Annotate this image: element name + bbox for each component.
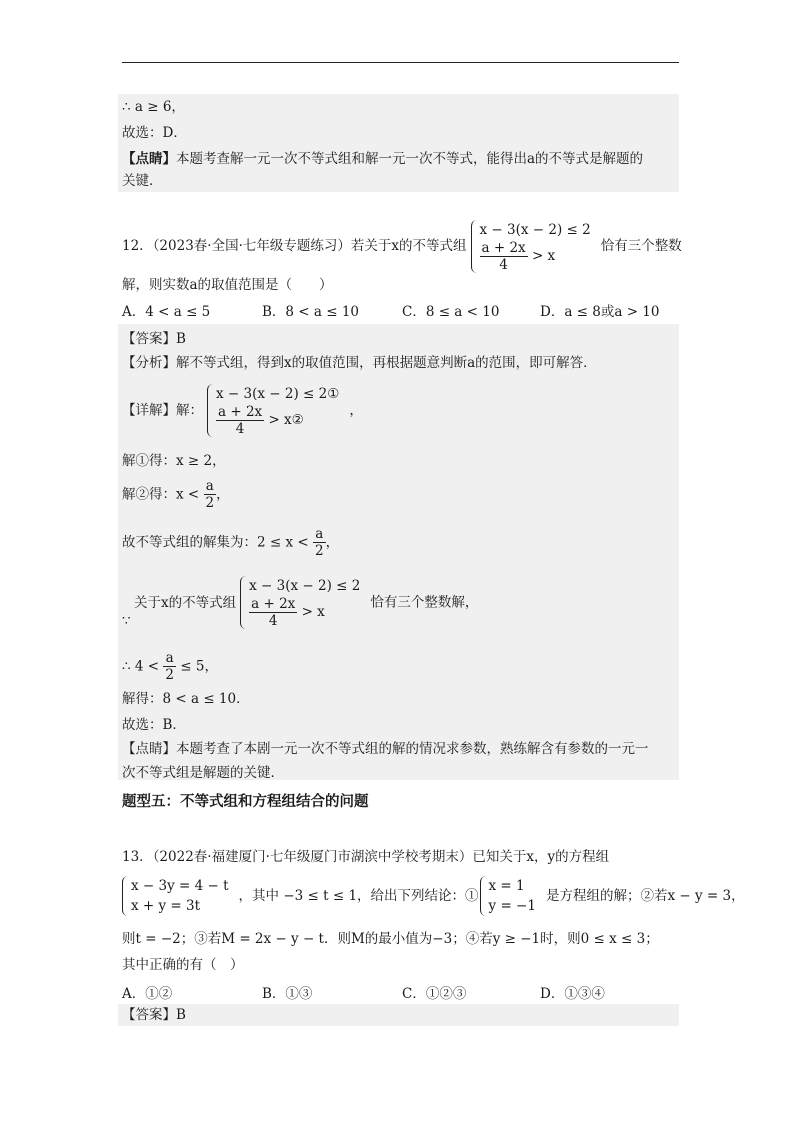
q12-option-b: B．8 < a ≤ 10 — [262, 304, 360, 320]
q12-result: 解得：8 < a ≤ 10． — [122, 691, 250, 707]
q13-sol-row1: x = 1 — [488, 878, 525, 894]
q12-detail-system — [207, 384, 345, 437]
q12-source: （2023春·全国·七年级专题练习）若关于x的不等式组 — [152, 238, 467, 254]
review-tag: 【点睛】 — [122, 741, 176, 757]
q13-stem-line4: 其中正确的有（ ） — [122, 957, 244, 973]
frac-den: 2 — [315, 543, 324, 559]
q12-review-line1 — [122, 740, 649, 758]
q12-inequality-system — [471, 220, 597, 273]
detail-lead: 解： — [176, 402, 203, 419]
q12-option-a: A．4 < a ≤ 5 — [122, 304, 211, 320]
detail-sys-row2 — [216, 404, 339, 437]
because-sys-row2 — [249, 596, 360, 629]
q13-source: （2022春·福建厦门·七年级厦门市湖滨中学校考期末）已知关于x，y的方程组 — [152, 849, 610, 865]
set-lead: 故不等式组的解集为：2 ≤ x < — [122, 534, 309, 551]
header-rule — [122, 62, 679, 63]
review-text: 本题考查解一元一次不等式组和解一元一次不等式，能得出a的不等式是解题的 — [176, 151, 644, 167]
therefore-fraction — [163, 650, 176, 683]
q13-stem-line2 — [122, 876, 745, 916]
q12-fraction — [480, 240, 528, 273]
frac-den: 4 — [499, 257, 508, 273]
detail-sys-row1: x − 3(x − 2) ≤ 2① — [216, 386, 340, 402]
frac-num: a — [313, 526, 326, 543]
q12-review-line2: 次不等式组是解题的关键． — [122, 765, 284, 781]
q13-mid3: 是方程组的解；②若 — [545, 888, 668, 904]
q13-condition2: x − y = 3 — [667, 888, 732, 904]
prev-solution-block — [118, 94, 679, 192]
review-tag: 【点睛】 — [122, 151, 176, 167]
q12-tail: 恰有三个整数 — [600, 238, 682, 254]
frac-num: a + 2x — [251, 596, 296, 612]
frac-den: 4 — [268, 613, 278, 629]
because-system — [240, 576, 366, 629]
prev-review-line1 — [122, 150, 643, 168]
q12-therefore — [122, 650, 218, 683]
therefore-symbol: ∴ — [122, 658, 131, 675]
q13-answer: 【答案】B — [122, 1007, 186, 1023]
set-tail: ， — [325, 534, 340, 551]
q12-sys-rest: > x — [531, 248, 556, 264]
because-sys-rest: > x — [301, 604, 325, 620]
sol2-tail: ， — [216, 486, 230, 503]
q13-sol-row2: y = −1 — [488, 898, 536, 914]
q13-number: 13． — [122, 849, 153, 865]
q12-stem-line2: 解，则实数a的取值范围是（ ） — [122, 277, 333, 293]
q13-sys-row2: x + y = 3t — [131, 898, 201, 914]
detail-sys-rest: > x② — [268, 412, 304, 428]
because-tail: 恰有三个整数解， — [370, 594, 479, 611]
q13-stem-line3: 则t = −2；③若M = 2x − y − t．则M的最小值为−3；④若y ≥ −1时，则0 ≤ x ≤ 3； — [122, 931, 659, 947]
detail-comma: ， — [349, 402, 363, 419]
sol2-lead: 解②得：x < — [122, 486, 200, 503]
q13-mid2: ，给出下列结论：① — [357, 888, 479, 904]
therefore-lead: 4 < — [134, 658, 160, 675]
q13-option-d: D．①③④ — [540, 986, 605, 1002]
q12-because — [122, 576, 478, 629]
q12-option-c: C．8 ≤ a < 10 — [402, 304, 500, 320]
because-symbol: ∵ — [122, 613, 131, 629]
section-title: 题型五：不等式组和方程组结合的问题 — [122, 794, 369, 810]
q12-analysis — [122, 354, 597, 372]
frac-num: a — [204, 478, 217, 495]
frac-num: a + 2x — [218, 404, 263, 420]
q12-option-d: D．a ≤ 8或a > 10 — [540, 304, 660, 320]
detail-tag: 【详解】 — [122, 402, 176, 419]
sol2-fraction — [204, 478, 217, 511]
q12-answer: 【答案】B — [122, 331, 186, 347]
because-sys-row1: x − 3(x − 2) ≤ 2 — [249, 578, 361, 594]
set-fraction — [313, 526, 326, 559]
q12-sys-row2 — [480, 240, 591, 273]
q12-stem — [122, 220, 682, 273]
q12-sol2 — [122, 478, 230, 511]
q12-number: 12． — [122, 238, 153, 254]
prev-choice: 故选：D． — [122, 125, 187, 141]
q12-detail — [122, 384, 363, 437]
q13-sys-row1: x − 3y = 4 − t — [131, 878, 229, 894]
q13-stem — [122, 848, 609, 866]
q13-end1: ， — [731, 888, 745, 904]
frac-num: a — [163, 650, 176, 667]
q12-sys-row1: x − 3(x − 2) ≤ 2 — [479, 222, 591, 238]
q13-answer-block — [118, 1004, 679, 1026]
frac-num: a + 2x — [481, 240, 526, 256]
analysis-text: 解不等式组，得到x的取值范围，再根据题意判断a的范围，即可解答． — [176, 355, 597, 371]
q13-solution-pair — [480, 876, 542, 916]
because-fraction — [249, 596, 297, 629]
because-lead: 关于x的不等式组 — [134, 594, 237, 611]
frac-den: 2 — [165, 667, 174, 683]
review-text: 本题考查了本剧一元一次不等式组的解的情况求参数，熟练解含有参数的一元一 — [176, 741, 649, 757]
q12-solution-set — [122, 526, 339, 559]
therefore-tail: ≤ 5， — [180, 658, 218, 675]
q13-equation-system — [122, 876, 235, 916]
prev-conclusion: ∴ a ≥ 6， — [122, 99, 185, 115]
q13-mid: ，其中 — [238, 888, 280, 904]
analysis-tag: 【分析】 — [122, 355, 176, 371]
q12-sol1: 解①得：x ≥ 2， — [122, 453, 226, 469]
q13-option-a: A．①② — [122, 986, 173, 1002]
frac-den: 4 — [235, 421, 245, 437]
q13-option-b: B．①③ — [262, 986, 313, 1002]
detail-fraction — [216, 404, 264, 437]
q13-option-c: C．①②③ — [402, 986, 467, 1002]
q12-choose: 故选：B． — [122, 717, 186, 733]
prev-review-line2: 关键． — [122, 173, 163, 189]
frac-den: 2 — [205, 495, 215, 511]
q13-condition: −3 ≤ t ≤ 1 — [283, 888, 358, 904]
